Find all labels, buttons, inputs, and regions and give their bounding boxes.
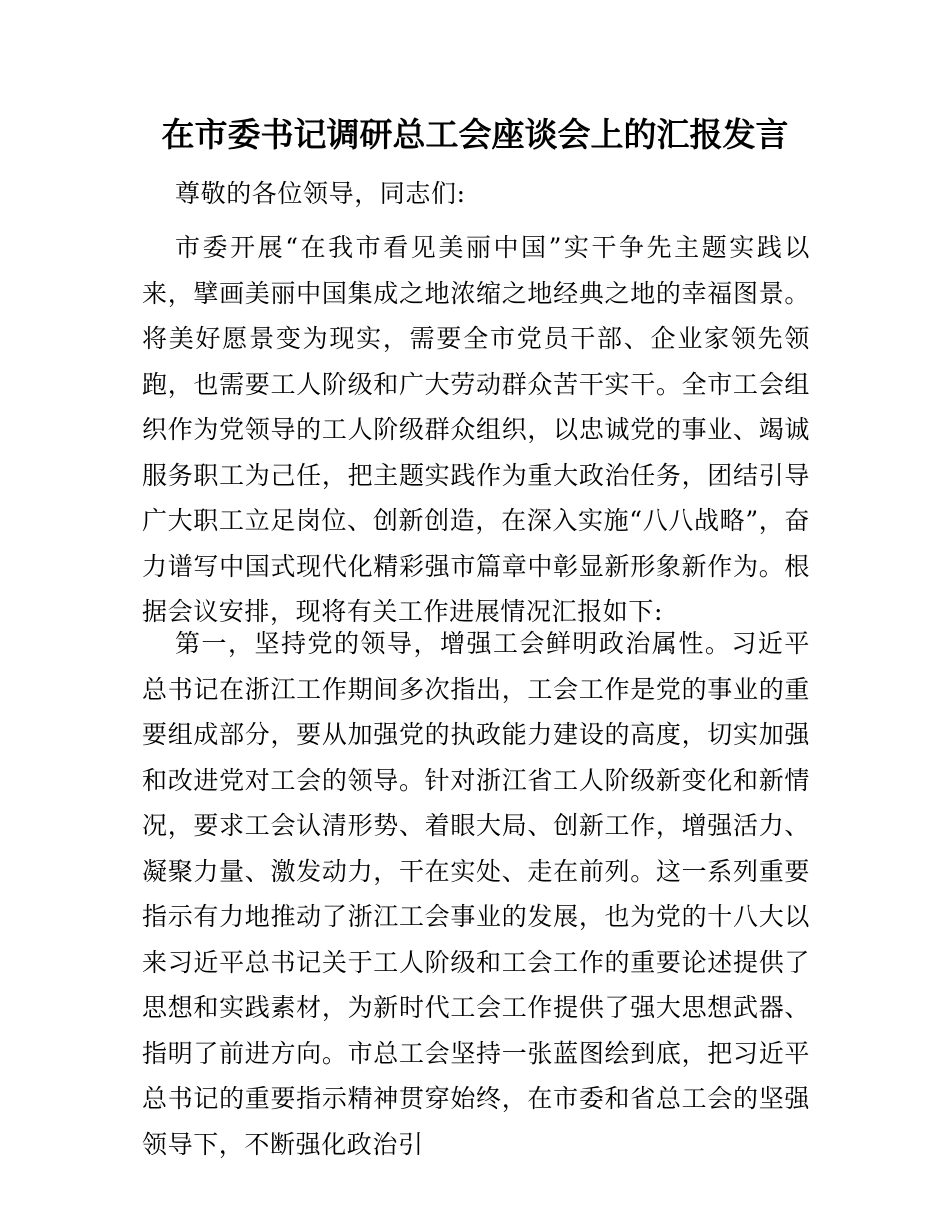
paragraph-intro: 市委开展“在我市看见美丽中国”实干争先主题实践以来，擘画美丽中国集成之地浓缩之地经典之地的幸福图景。将美好愿景变为现实，需要全市党员干部、企业家领先领跑，也需要工人阶级和广大劳动群众苦干实干。全市工会组织作为党领导的工人阶级群众组织，以忠诚党的事业、竭诚服务职工为己任，把主题实践作为重大政治任务，团结引导广大职工立足岗位、创新创造，在深入实施“八八战略”，奋力谱写中国式现代化精彩强市篇章中彰显新形象新作为。根据会议安排，现将有关工作进展情况汇报如下: (142, 233, 810, 626)
document-title: 在市委书记调研总工会座谈会上的汇报发言 (161, 115, 789, 154)
salutation: 尊敬的各位领导，同志们: (175, 179, 466, 208)
paragraph-first-point: 第一，坚持党的领导，增强工会鲜明政治属性。习近平总书记在浙江工作期间多次指出，工会工作是党的事业的重要组成部分，要从加强党的执政能力建设的高度，切实加强和改进党对工会的领导。针对浙江省工人阶级新变化和新情况，要求工会认清形势、着眼大局、创新工作，增强活力、凝聚力量、激发动力，干在实处、走在前列。这一系列重要指示有力地推动了浙江工会事业的发展，也为党的十八大以来习近平总书记关于工人阶级和工会工作的重要论述提供了思想和实践素材，为新时代工会工作提供了强大思想武器、指明了前进方向。市总工会坚持一张蓝图绘到底，把习近平总书记的重要指示精神贯穿始终，在市委和省总工会的坚强领导下，不断强化政治引 (142, 629, 810, 1159)
